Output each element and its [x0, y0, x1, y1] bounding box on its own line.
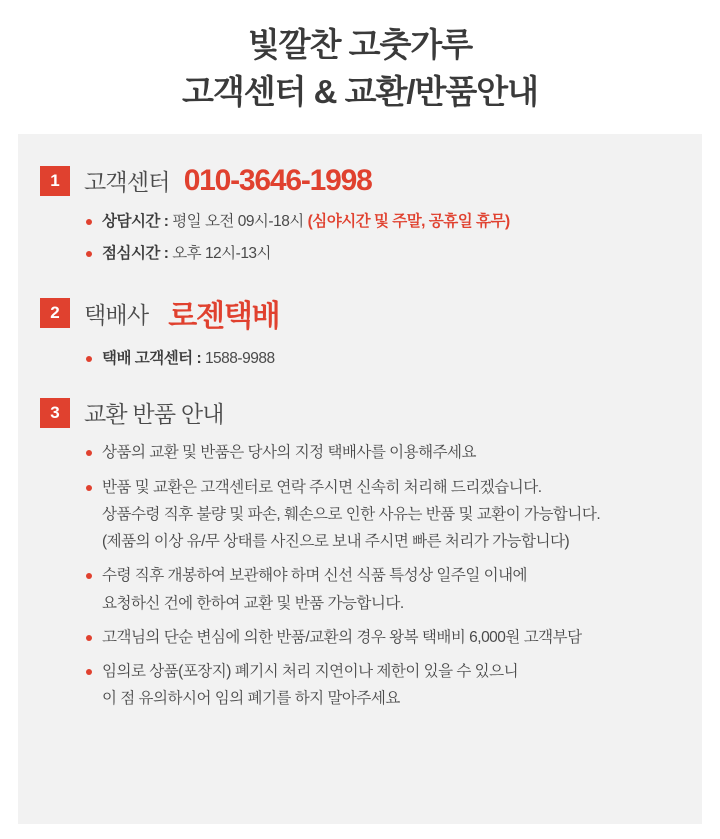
- list-item: [86, 564, 702, 615]
- item-value: 임의로 상품(포장지) 폐기시 처리 지연이나 제한이 있을 수 있으니: [102, 663, 519, 681]
- item-value: 평일 오전 09시-18시: [172, 212, 308, 230]
- list-item: [86, 242, 702, 265]
- section-number-badge: 2: [40, 298, 70, 328]
- item-value: 1588-9988: [204, 350, 275, 368]
- list-item: [86, 476, 702, 554]
- section-bullet-list: [40, 441, 702, 710]
- section-bullet-list: [40, 347, 702, 370]
- item-extra-line: (제품의 이상 유/무 상태를 사진으로 보내 주시면 빠른 처리가 가능합니다): [102, 533, 570, 551]
- section-number-badge: 1: [40, 166, 70, 196]
- section-exchange-return: [18, 396, 702, 710]
- section-bullet-list: [40, 210, 702, 266]
- item-label: 택배 고객센터: [102, 350, 193, 368]
- item-value: 상품의 교환 및 반품은 당사의 지정 택배사를 이용해주세요: [102, 444, 476, 462]
- page-title: [0, 0, 720, 134]
- info-panel: [18, 134, 702, 824]
- section-number-badge: 3: [40, 398, 70, 428]
- section-courier: [18, 291, 702, 370]
- section-title: 고객센터: [84, 169, 170, 196]
- list-item: [86, 210, 702, 233]
- item-extra-line: 이 점 유의하시어 임의 폐기를 하지 말아주세요: [102, 690, 400, 708]
- item-separator: :: [159, 244, 173, 262]
- list-item: [86, 441, 702, 464]
- list-item: [86, 347, 702, 370]
- section-customer-center: [18, 164, 702, 266]
- item-separator: :: [192, 350, 205, 368]
- customer-center-phone: 010-3646-1998: [183, 163, 372, 197]
- list-item: [86, 626, 702, 649]
- item-extra-line: 상품수령 직후 불량 및 파손, 훼손으로 인한 사유는 반품 및 교환이 가능합니다.: [102, 505, 601, 523]
- list-item: [86, 660, 702, 711]
- item-extra-line: 요청하신 건에 한하여 교환 및 반품 가능합니다.: [102, 594, 404, 612]
- section-header: [40, 396, 702, 429]
- item-value: 수령 직후 개봉하여 보관해야 하며 신선 식품 특성상 일주일 이내에: [102, 567, 528, 585]
- section-title: 택배사: [84, 301, 149, 328]
- item-value: 고객님의 단순 변심에 의한 반품/교환의 경우 왕복 택배비 6,000원 고객부담: [102, 628, 582, 646]
- title-line-1: 빛깔찬 고춧가루: [247, 26, 473, 63]
- section-title: 교환 반품 안내: [84, 401, 224, 428]
- section-header: [40, 164, 702, 198]
- item-label: 상담시간: [102, 212, 160, 230]
- item-note: (심야시간 및 주말, 공휴일 휴무): [307, 212, 510, 230]
- item-label: 점심시간: [102, 244, 160, 262]
- item-value: 오후 12시-13시: [172, 244, 272, 262]
- section-header: [40, 291, 702, 335]
- title-line-2: 고객센터 & 교환/반품안내: [181, 72, 539, 110]
- item-separator: :: [159, 212, 173, 230]
- item-value: 반품 및 교환은 고객센터로 연락 주시면 신속히 처리해 드리겠습니다.: [102, 478, 542, 496]
- courier-name: 로젠택배: [168, 300, 280, 334]
